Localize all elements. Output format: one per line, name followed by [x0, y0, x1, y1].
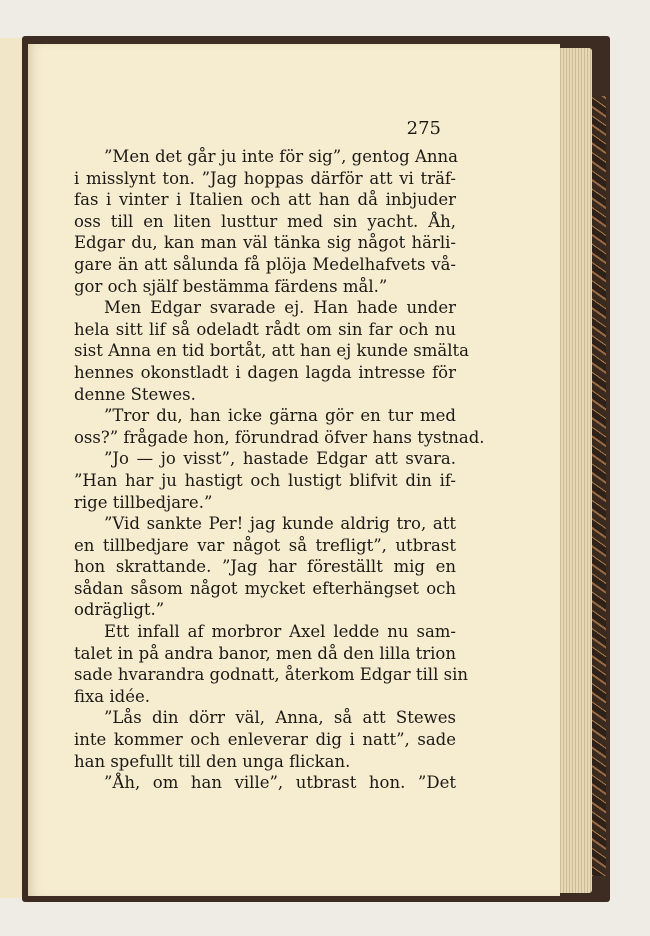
- text-line: gare än att sålunda få plöja Medelhafvets vå-: [74, 254, 456, 274]
- text-line: gor och själf bestämma färdens mål.”: [74, 276, 388, 296]
- text-line: ”Han har ju hastigt och lustigt blifvit din if-: [74, 470, 456, 490]
- text-line: han spefullt till den unga flickan.: [74, 751, 351, 771]
- text-line: i misslynt ton. ”Jag hoppas därför att vi träf-: [74, 168, 456, 188]
- text-line: odrägligt.”: [74, 600, 165, 620]
- text-line: sådan såsom något mycket efterhängset och: [74, 578, 456, 598]
- text-line: Edgar du, kan man väl tänka sig något härli-: [74, 233, 456, 253]
- text-line: en tillbedjare var något så trefligt”, utbrast: [74, 535, 456, 555]
- text-line: fixa idée.: [74, 686, 151, 706]
- text-line: ”Tror du, han icke gärna gör en tur med: [104, 406, 456, 426]
- text-line: sade hvarandra godnatt, återkom Edgar till sin: [74, 665, 468, 685]
- text-line: ”Lås din dörr väl, Anna, så att Stewes: [104, 708, 456, 728]
- text-line: sist Anna en tid bortåt, att han ej kunde smälta: [74, 341, 469, 361]
- text-line: Ett infall af morbror Axel ledde nu sam-: [104, 622, 456, 642]
- text-line: ”Jo — jo visst”, hastade Edgar att svara.: [104, 449, 456, 469]
- page-number: 275: [406, 118, 441, 139]
- text-line: hela sitt lif så odeladt rådt om sin far och nu: [74, 319, 456, 339]
- text-line: oss till en liten lusttur med sin yacht. Åh,: [74, 211, 456, 231]
- body-text: [74, 146, 485, 794]
- text-line: talet in på andra banor, men då den lilla trion: [74, 643, 456, 663]
- text-line: denne Stewes.: [74, 384, 196, 404]
- text-line: ”Men det går ju inte för sig”, gentog Anna: [104, 147, 458, 166]
- text-line: Men Edgar svarade ej. Han hade under: [104, 298, 456, 318]
- text-line: hennes okonstladt i dagen lagda intresse för: [74, 362, 456, 382]
- text-line: inte kommer och enleverar dig i natt”, sade: [74, 730, 456, 750]
- text-line: ”Åh, om han ville”, utbrast hon. ”Det: [104, 773, 456, 793]
- text-line: oss?” frågade hon, förundrad öfver hans tystnad.: [74, 427, 485, 447]
- text-line: ”Vid sankte Per! jag kunde aldrig tro, att: [104, 514, 456, 534]
- text-line: fas i vinter i Italien och att han då inbjuder: [74, 190, 456, 210]
- text-line: rige tillbedjare.”: [74, 492, 213, 512]
- text-line: hon skrattande. ”Jag har föreställt mig en: [74, 557, 456, 577]
